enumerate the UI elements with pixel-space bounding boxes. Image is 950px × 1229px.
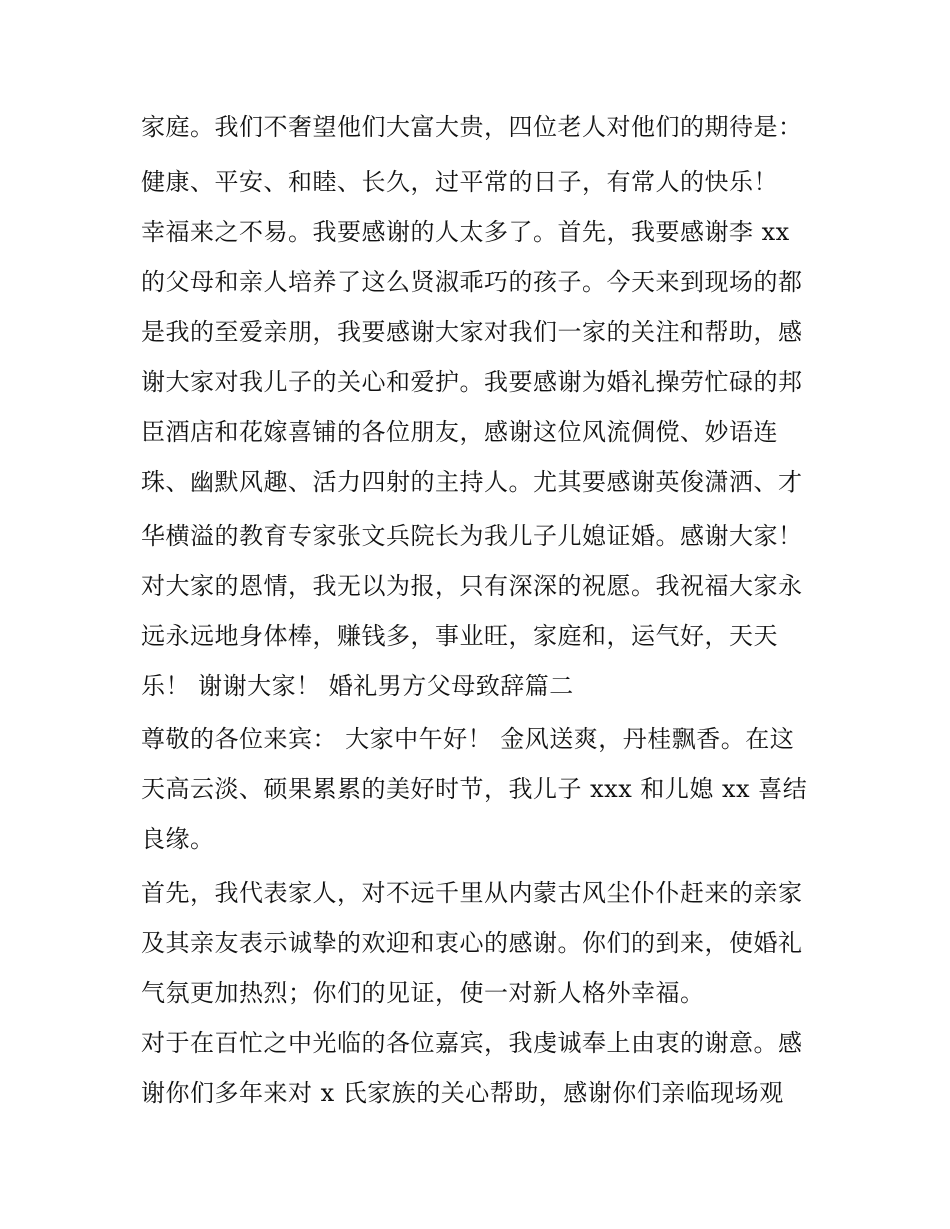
- text-line: 远永远地身体棒，赚钱多，事业旺，家庭和，运气好，天天: [141, 622, 778, 650]
- text-line: 良缘。: [141, 825, 215, 853]
- text-line: 幸福来之不易。我要感谢的人太多了。首先，我要感谢李 xx: [141, 218, 790, 246]
- text-line: 是我的至爱亲朋，我要感谢大家对我们一家的关注和帮助，感: [141, 318, 803, 346]
- text-line: 珠、幽默风趣、活力四射的主持人。尤其要感谢英俊潇洒、才: [141, 468, 803, 496]
- text-line: 谢你们多年来对 x 氏家族的关心帮助，感谢你们亲临现场观: [141, 1079, 784, 1107]
- text-line: 对于在百忙之中光临的各位嘉宾，我虔诚奉上由衷的谢意。感: [141, 1029, 803, 1057]
- text-line: 臣酒店和花嫁喜铺的各位朋友，感谢这位风流倜傥、妙语连: [141, 418, 778, 446]
- text-line: 及其亲友表示诚挚的欢迎和衷心的感谢。你们的到来，使婚礼: [141, 929, 803, 957]
- text-line: 家庭。我们不奢望他们大富大贵，四位老人对他们的期待是：: [141, 113, 803, 141]
- text-line: 健康、平安、和睦、长久，过平常的日子，有常人的快乐！: [141, 168, 778, 196]
- text-line: 谢大家对我儿子的关心和爱护。我要感谢为婚礼操劳忙碌的邦: [141, 368, 803, 396]
- text-line: 的父母和亲人培养了这么贤淑乖巧的孩子。今天来到现场的都: [141, 268, 803, 296]
- text-line: 气氛更加热烈；你们的见证，使一对新人格外幸福。: [141, 979, 705, 1007]
- text-line: 对大家的恩情，我无以为报，只有深深的祝愿。我祝福大家永: [141, 572, 803, 600]
- text-line: 天高云淡、硕果累累的美好时节，我儿子 xxx 和儿媳 xx 喜结: [141, 775, 808, 803]
- text-line: 乐！ 谢谢大家！ 婚礼男方父母致辞篇二: [141, 672, 574, 700]
- text-line: 首先，我代表家人，对不远千里从内蒙古风尘仆仆赶来的亲家: [141, 879, 803, 907]
- text-line: 华横溢的教育专家张文兵院长为我儿子儿媳证婚。感谢大家！: [141, 522, 803, 550]
- text-line: 尊敬的各位来宾： 大家中午好！ 金风送爽，丹桂飘香。在这: [141, 725, 795, 753]
